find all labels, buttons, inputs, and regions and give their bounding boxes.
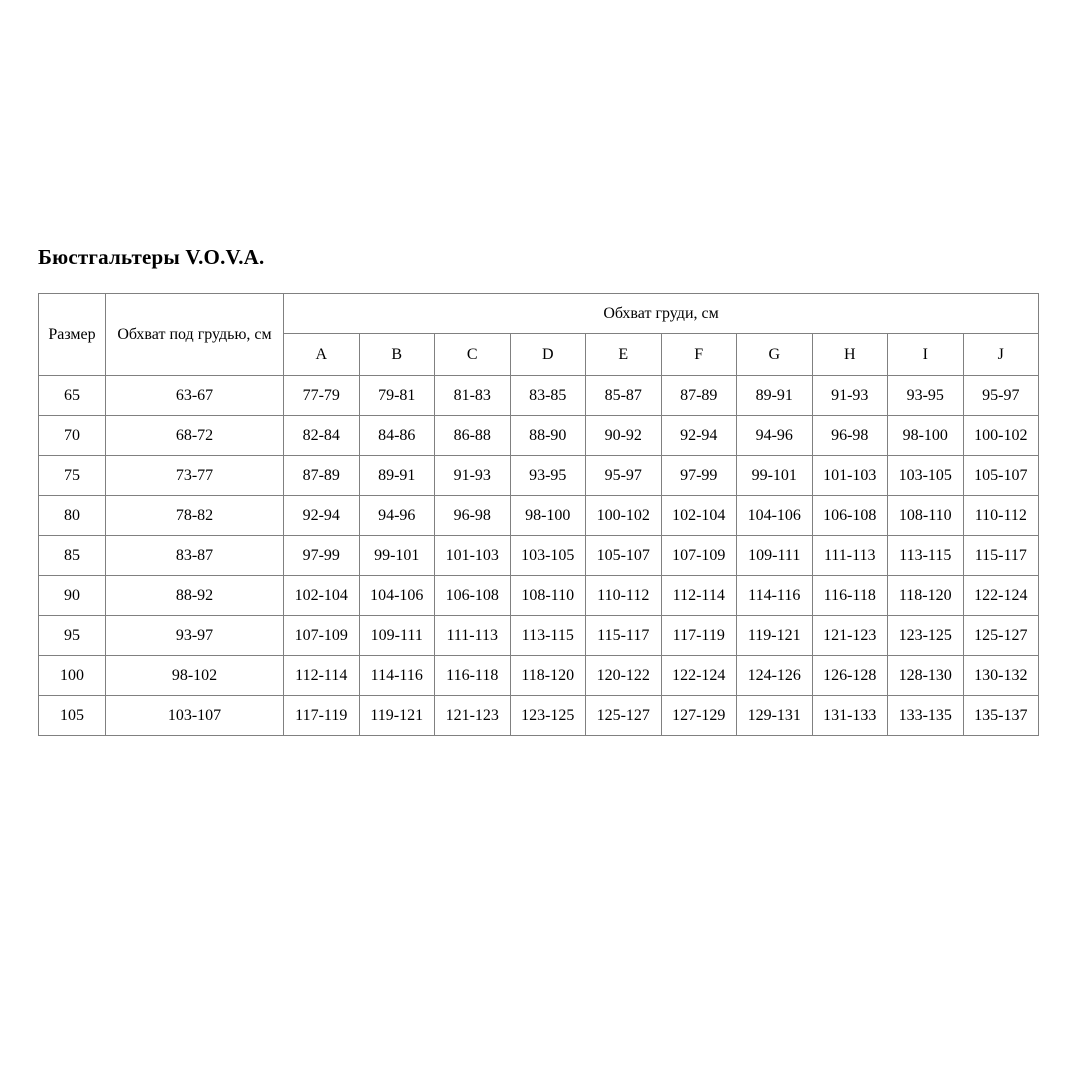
cup-range-cell: 113-115 xyxy=(510,616,586,656)
cup-range-cell: 97-99 xyxy=(661,456,737,496)
cup-range-cell: 107-109 xyxy=(661,536,737,576)
table-row xyxy=(39,376,1039,416)
cup-range-cell: 119-121 xyxy=(359,696,435,736)
cup-range-cell: 106-108 xyxy=(812,496,888,536)
table-row xyxy=(39,576,1039,616)
cup-range-cell: 106-108 xyxy=(435,576,511,616)
size-cell: 95 xyxy=(39,616,106,656)
size-cell: 70 xyxy=(39,416,106,456)
cup-range-cell: 89-91 xyxy=(737,376,813,416)
cup-range-cell: 104-106 xyxy=(359,576,435,616)
underbust-cell: 88-92 xyxy=(106,576,284,616)
cup-range-cell: 125-127 xyxy=(963,616,1039,656)
cup-range-cell: 131-133 xyxy=(812,696,888,736)
cup-range-cell: 129-131 xyxy=(737,696,813,736)
cup-range-cell: 96-98 xyxy=(812,416,888,456)
header-cup-A: A xyxy=(284,334,360,376)
cup-range-cell: 93-95 xyxy=(888,376,964,416)
cup-range-cell: 118-120 xyxy=(888,576,964,616)
cup-range-cell: 98-100 xyxy=(510,496,586,536)
table-header-row-1 xyxy=(39,294,1039,334)
cup-range-cell: 133-135 xyxy=(888,696,964,736)
cup-range-cell: 85-87 xyxy=(586,376,662,416)
cup-range-cell: 113-115 xyxy=(888,536,964,576)
cup-range-cell: 119-121 xyxy=(737,616,813,656)
cup-range-cell: 123-125 xyxy=(510,696,586,736)
cup-range-cell: 99-101 xyxy=(359,536,435,576)
header-cup-J: J xyxy=(963,334,1039,376)
cup-range-cell: 115-117 xyxy=(586,616,662,656)
cup-range-cell: 127-129 xyxy=(661,696,737,736)
cup-range-cell: 95-97 xyxy=(963,376,1039,416)
cup-range-cell: 114-116 xyxy=(737,576,813,616)
cup-range-cell: 94-96 xyxy=(359,496,435,536)
cup-range-cell: 107-109 xyxy=(284,616,360,656)
underbust-cell: 93-97 xyxy=(106,616,284,656)
underbust-cell: 68-72 xyxy=(106,416,284,456)
cup-range-cell: 101-103 xyxy=(812,456,888,496)
size-cell: 75 xyxy=(39,456,106,496)
cup-range-cell: 83-85 xyxy=(510,376,586,416)
cup-range-cell: 105-107 xyxy=(586,536,662,576)
header-cup-F: F xyxy=(661,334,737,376)
cup-range-cell: 105-107 xyxy=(963,456,1039,496)
header-size-column: Размер xyxy=(39,294,106,376)
cup-range-cell: 111-113 xyxy=(435,616,511,656)
cup-range-cell: 117-119 xyxy=(661,616,737,656)
cup-range-cell: 94-96 xyxy=(737,416,813,456)
cup-range-cell: 98-100 xyxy=(888,416,964,456)
cup-range-cell: 102-104 xyxy=(284,576,360,616)
cup-range-cell: 86-88 xyxy=(435,416,511,456)
table-row xyxy=(39,616,1039,656)
cup-range-cell: 112-114 xyxy=(661,576,737,616)
page-title: Бюстгальтеры V.O.V.A. xyxy=(38,245,265,269)
cup-range-cell: 87-89 xyxy=(284,456,360,496)
cup-range-cell: 92-94 xyxy=(661,416,737,456)
header-underbust-column: Обхват под грудью, см xyxy=(106,294,284,376)
cup-range-cell: 91-93 xyxy=(435,456,511,496)
cup-range-cell: 97-99 xyxy=(284,536,360,576)
size-cell: 80 xyxy=(39,496,106,536)
cup-range-cell: 122-124 xyxy=(963,576,1039,616)
cup-range-cell: 110-112 xyxy=(586,576,662,616)
cup-range-cell: 91-93 xyxy=(812,376,888,416)
header-cup-E: E xyxy=(586,334,662,376)
cup-range-cell: 96-98 xyxy=(435,496,511,536)
cup-range-cell: 121-123 xyxy=(435,696,511,736)
table-body xyxy=(39,376,1039,736)
cup-range-cell: 108-110 xyxy=(888,496,964,536)
table-row xyxy=(39,496,1039,536)
cup-range-cell: 95-97 xyxy=(586,456,662,496)
cup-range-cell: 90-92 xyxy=(586,416,662,456)
bra-size-table xyxy=(38,293,1039,736)
cup-range-cell: 109-111 xyxy=(359,616,435,656)
table-row xyxy=(39,536,1039,576)
cup-range-cell: 79-81 xyxy=(359,376,435,416)
cup-range-cell: 118-120 xyxy=(510,656,586,696)
size-cell: 100 xyxy=(39,656,106,696)
table-row xyxy=(39,416,1039,456)
table-row xyxy=(39,456,1039,496)
cup-range-cell: 108-110 xyxy=(510,576,586,616)
size-cell: 105 xyxy=(39,696,106,736)
cup-range-cell: 100-102 xyxy=(586,496,662,536)
underbust-cell: 63-67 xyxy=(106,376,284,416)
table-row xyxy=(39,656,1039,696)
cup-range-cell: 103-105 xyxy=(510,536,586,576)
cup-range-cell: 126-128 xyxy=(812,656,888,696)
cup-range-cell: 122-124 xyxy=(661,656,737,696)
cup-range-cell: 128-130 xyxy=(888,656,964,696)
cup-range-cell: 125-127 xyxy=(586,696,662,736)
cup-range-cell: 99-101 xyxy=(737,456,813,496)
cup-range-cell: 87-89 xyxy=(661,376,737,416)
cup-range-cell: 103-105 xyxy=(888,456,964,496)
cup-range-cell: 82-84 xyxy=(284,416,360,456)
header-cup-I: I xyxy=(888,334,964,376)
cup-range-cell: 123-125 xyxy=(888,616,964,656)
cup-range-cell: 120-122 xyxy=(586,656,662,696)
underbust-cell: 83-87 xyxy=(106,536,284,576)
cup-range-cell: 109-111 xyxy=(737,536,813,576)
underbust-cell: 78-82 xyxy=(106,496,284,536)
cup-range-cell: 116-118 xyxy=(812,576,888,616)
underbust-cell: 73-77 xyxy=(106,456,284,496)
cup-range-cell: 77-79 xyxy=(284,376,360,416)
header-cup-C: C xyxy=(435,334,511,376)
cup-range-cell: 104-106 xyxy=(737,496,813,536)
cup-range-cell: 93-95 xyxy=(510,456,586,496)
header-bust-group: Обхват груди, см xyxy=(284,294,1039,334)
cup-range-cell: 110-112 xyxy=(963,496,1039,536)
cup-range-cell: 88-90 xyxy=(510,416,586,456)
size-cell: 65 xyxy=(39,376,106,416)
cup-range-cell: 121-123 xyxy=(812,616,888,656)
cup-range-cell: 101-103 xyxy=(435,536,511,576)
header-cup-D: D xyxy=(510,334,586,376)
cup-range-cell: 135-137 xyxy=(963,696,1039,736)
cup-range-cell: 130-132 xyxy=(963,656,1039,696)
cup-range-cell: 115-117 xyxy=(963,536,1039,576)
cup-range-cell: 117-119 xyxy=(284,696,360,736)
size-cell: 85 xyxy=(39,536,106,576)
cup-range-cell: 111-113 xyxy=(812,536,888,576)
underbust-cell: 98-102 xyxy=(106,656,284,696)
header-cup-H: H xyxy=(812,334,888,376)
underbust-cell: 103-107 xyxy=(106,696,284,736)
cup-range-cell: 84-86 xyxy=(359,416,435,456)
cup-range-cell: 114-116 xyxy=(359,656,435,696)
cup-range-cell: 92-94 xyxy=(284,496,360,536)
header-cup-B: B xyxy=(359,334,435,376)
cup-range-cell: 116-118 xyxy=(435,656,511,696)
cup-range-cell: 124-126 xyxy=(737,656,813,696)
size-cell: 90 xyxy=(39,576,106,616)
header-cup-G: G xyxy=(737,334,813,376)
cup-range-cell: 89-91 xyxy=(359,456,435,496)
table-row xyxy=(39,696,1039,736)
cup-range-cell: 112-114 xyxy=(284,656,360,696)
cup-range-cell: 100-102 xyxy=(963,416,1039,456)
cup-range-cell: 81-83 xyxy=(435,376,511,416)
cup-range-cell: 102-104 xyxy=(661,496,737,536)
